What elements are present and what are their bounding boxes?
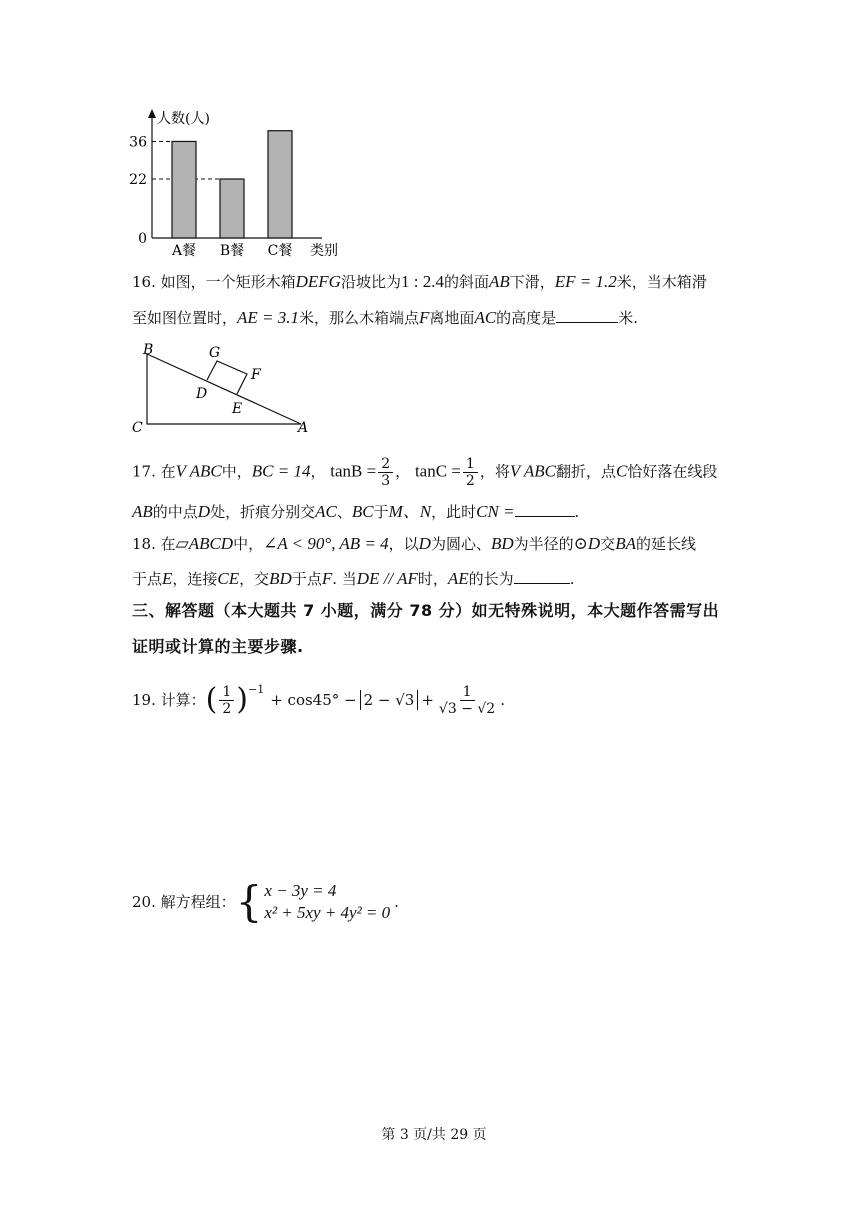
fig-label-b: B xyxy=(143,342,154,358)
x-tick-label: A餐 xyxy=(171,243,197,259)
x-axis-label: 类别 xyxy=(310,243,338,259)
answer-blank xyxy=(515,500,575,517)
fig-label-e: E xyxy=(232,401,243,417)
slope-figure xyxy=(128,338,318,438)
q17-line1: 17. 在V ABC中，BC = 14， tanB = $\frac{2}{3}$ ， tanC = $\frac{1}{2}$ ，将V ABC翻折，点C恰好落在线段 xyxy=(132,456,718,489)
bar-A餐 xyxy=(172,141,196,238)
answer-blank xyxy=(514,567,570,584)
fig-label-a: A xyxy=(298,420,309,436)
page-footer: 第 3 页/共 29 页 xyxy=(381,1127,487,1143)
bar-C餐 xyxy=(268,131,292,238)
q18-line1: 18. 在▱ABCD中，∠A < 90°, AB = 4，以D为圆心、BD为半径的⊙D交BA的延长线 xyxy=(132,534,696,553)
q16-line2: 至如图位置时，AE = 3.1米，那么木箱端点F离地面AC的高度是 米. xyxy=(132,308,638,327)
q18-line2: 于点E，连接CE，交BD于点F. 当DE // AF时，AE的长为 . xyxy=(132,569,575,588)
bar-B餐 xyxy=(220,179,244,238)
y-tick-label: 22 xyxy=(129,172,147,188)
fig-label-d: D xyxy=(196,386,208,402)
answer-blank xyxy=(556,306,618,323)
section-heading: 三、解答题（本大题共 7 小题，满分 78 分）如无特殊说明，本大题作答需写出 xyxy=(132,601,720,620)
q19-expression: 19. 计算： ( $\frac{1}{2}$ ) $^{-1}$ + cos45° − 2 − √3 + $\frac{1}{√3 - √2}$ . xyxy=(132,682,505,717)
section-heading-cont: 证明或计算的主要步骤. xyxy=(132,637,304,656)
bar-chart xyxy=(128,106,358,261)
y-axis-arrow xyxy=(148,109,156,118)
x-tick-label: C餐 xyxy=(267,243,293,259)
tanc-fraction: $\frac{1}{2}$ xyxy=(463,456,478,489)
fig-label-c: C xyxy=(132,420,143,436)
y-tick-label: 36 xyxy=(129,134,147,151)
q17-line2: AB的中点D处，折痕分别交AC、BC于M、N，此时CN = . xyxy=(132,502,580,521)
x-tick-label: B餐 xyxy=(219,243,245,259)
fig-label-f: F xyxy=(251,367,261,383)
q20-system: 20. 解方程组： { x − 3y = 4 x² + 5xy + 4y² = 0 . xyxy=(132,877,399,926)
y-axis-label: 人数(人) xyxy=(157,111,210,127)
y-tick-label: 0 xyxy=(138,231,147,247)
fig-label-g: G xyxy=(209,345,221,361)
tanb-fraction: $\frac{2}{3}$ xyxy=(378,456,393,489)
q16-line1: 16. 如图，一个矩形木箱DEFG沿坡比为1 : 2.4的斜面AB下滑，EF = 1.2米，当木箱滑 xyxy=(132,272,707,291)
